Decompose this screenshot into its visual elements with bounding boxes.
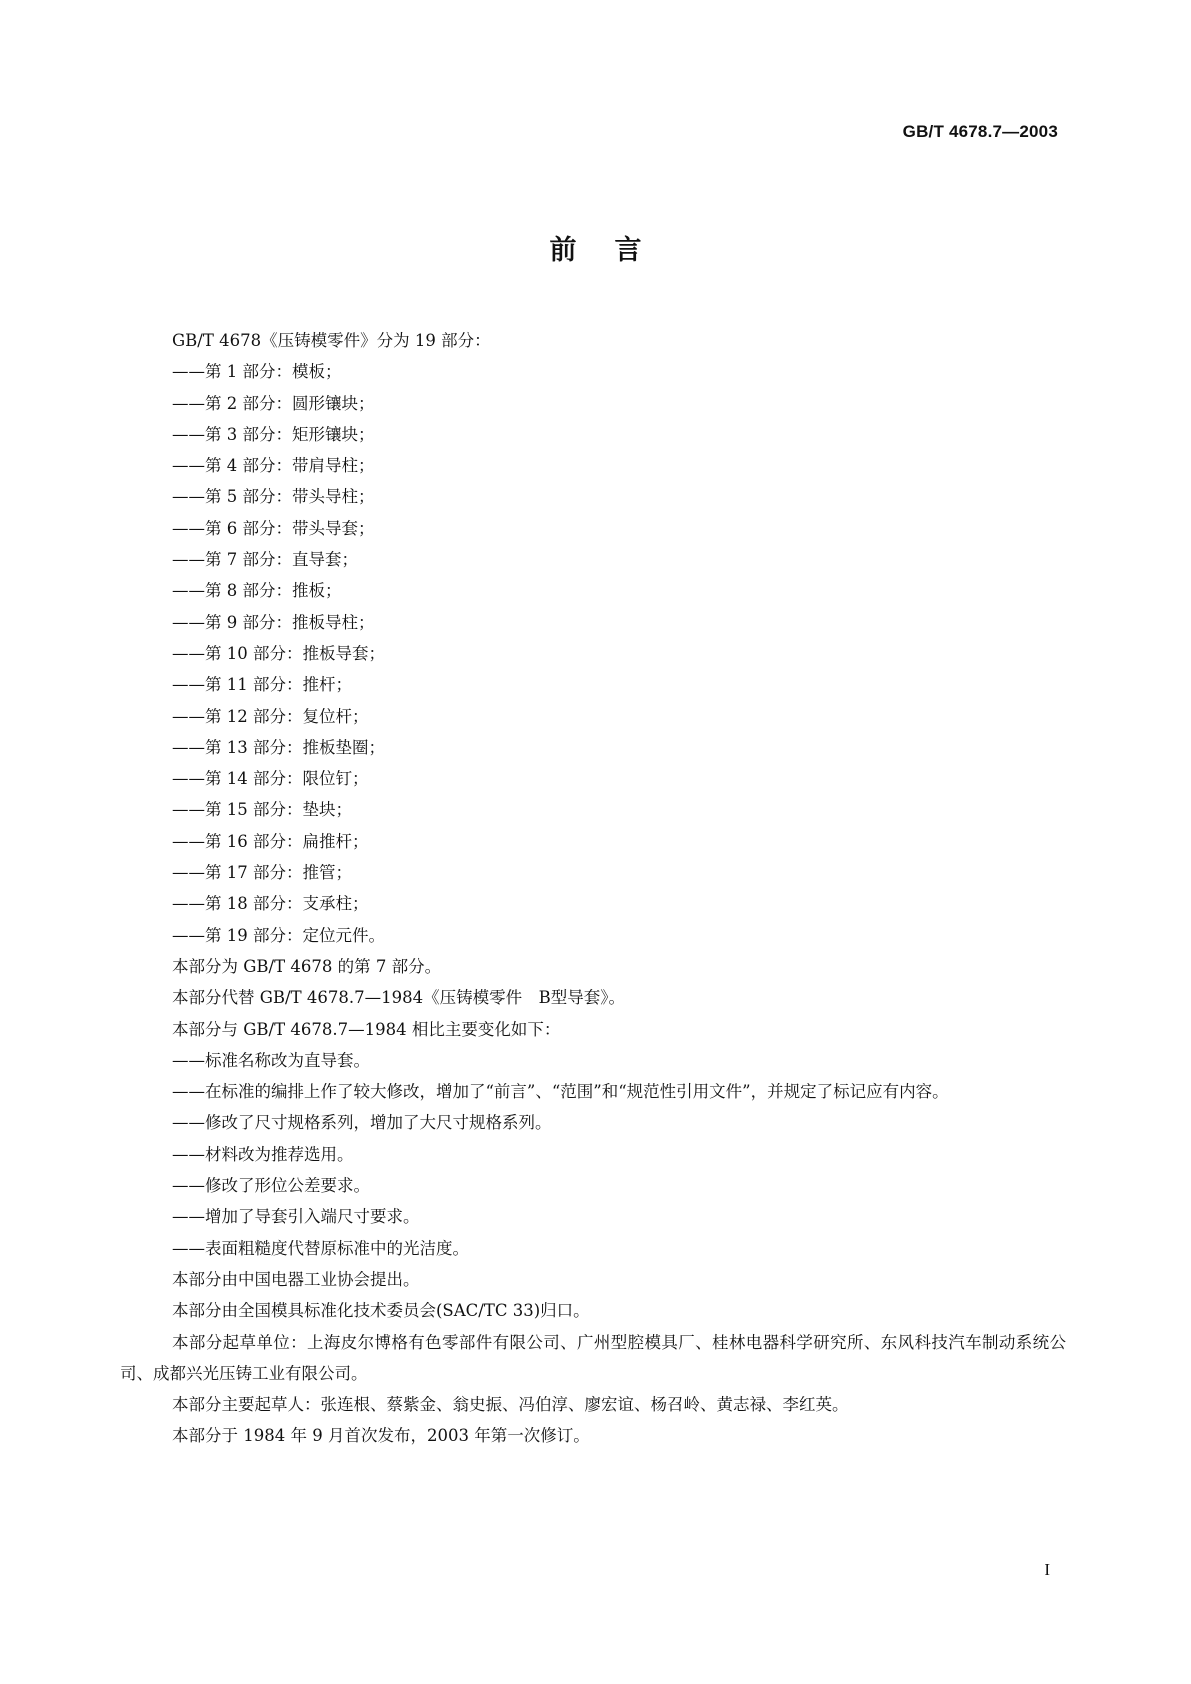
changes-intro: 本部分与 GB/T 4678.7—1984 相比主要变化如下： xyxy=(172,1019,561,1039)
list-item: ——第 4 部分：带肩导柱； xyxy=(172,456,375,476)
this-part-statement: 本部分为 GB/T 4678 的第 7 部分。 xyxy=(172,956,442,976)
list-item: ——第 19 部分：定位元件。 xyxy=(172,925,385,945)
list-item: ——第 1 部分：模板； xyxy=(172,362,342,382)
proposed-by-statement: 本部分由中国电器工业协会提出。 xyxy=(172,1269,420,1289)
list-item: ——标准名称改为直导套。 xyxy=(172,1050,370,1070)
list-item: ——第 6 部分：带头导套； xyxy=(172,518,375,538)
list-item: ——表面粗糙度代替原标准中的光洁度。 xyxy=(172,1238,469,1258)
page-number: I xyxy=(1044,1560,1050,1579)
intro-paragraph: GB/T 4678《压铸模零件》分为 19 部分： xyxy=(172,331,491,350)
changes-list xyxy=(120,1045,1066,1264)
list-item: ——在标准的编排上作了较大修改，增加了“前言”、“范围”和“规范性引用文件”，并规定了标记应有内容。 xyxy=(172,1082,949,1102)
page-title: 前言 xyxy=(549,235,680,266)
list-item: ——第 11 部分：推杆； xyxy=(172,675,352,695)
list-item: ——第 10 部分：推板导套； xyxy=(172,643,385,663)
list-item: ——第 3 部分：矩形镶块； xyxy=(172,424,375,444)
list-item: ——第 16 部分：扁推杆； xyxy=(172,831,369,851)
list-item: ——修改了形位公差要求。 xyxy=(172,1176,370,1196)
list-item: ——增加了导套引入端尺寸要求。 xyxy=(172,1207,420,1227)
list-item: ——第 15 部分：垫块； xyxy=(172,800,352,820)
list-item: ——第 17 部分：推管； xyxy=(172,863,352,883)
list-item: ——第 13 部分：推板垫圈； xyxy=(172,737,385,757)
list-item: ——材料改为推荐选用。 xyxy=(172,1144,354,1164)
list-item: ——第 8 部分：推板； xyxy=(172,581,342,601)
list-item: ——第 2 部分：圆形镶块； xyxy=(172,393,375,413)
centralized-by-statement: 本部分由全国模具标准化技术委员会(SAC/TC 33)归口。 xyxy=(172,1301,590,1321)
standard-number-header: GB/T 4678.7—2003 xyxy=(902,122,1058,141)
list-item: ——第 5 部分：带头导柱； xyxy=(172,487,375,507)
replaces-statement: 本部分代替 GB/T 4678.7—1984《压铸模零件 B型导套》。 xyxy=(172,988,625,1008)
history-statement: 本部分于 1984 年 9 月首次发布，2003 年第一次修订。 xyxy=(172,1426,590,1446)
foreword-body xyxy=(120,325,1066,1452)
list-item: ——修改了尺寸规格系列，增加了大尺寸规格系列。 xyxy=(172,1113,552,1133)
list-item: ——第 9 部分：推板导柱； xyxy=(172,612,375,632)
list-item: ——第 14 部分：限位钉； xyxy=(172,769,369,789)
list-item: ——第 7 部分：直导套； xyxy=(172,550,358,570)
parts-list xyxy=(120,356,1066,951)
list-item: ——第 18 部分：支承柱； xyxy=(172,894,369,914)
list-item: ——第 12 部分：复位杆； xyxy=(172,706,369,726)
drafters-statement: 本部分主要起草人：张连根、蔡紫金、翁史振、冯伯淳、廖宏谊、杨召岭、黄志禄、李红英。 xyxy=(172,1395,849,1415)
drafting-units-statement: 本部分起草单位：上海皮尔博格有色零部件有限公司、广州型腔模具厂、桂林电器科学研究所、东风科技汽车制动系统公司、成都兴光压铸工业有限公司。 xyxy=(120,1332,1066,1383)
